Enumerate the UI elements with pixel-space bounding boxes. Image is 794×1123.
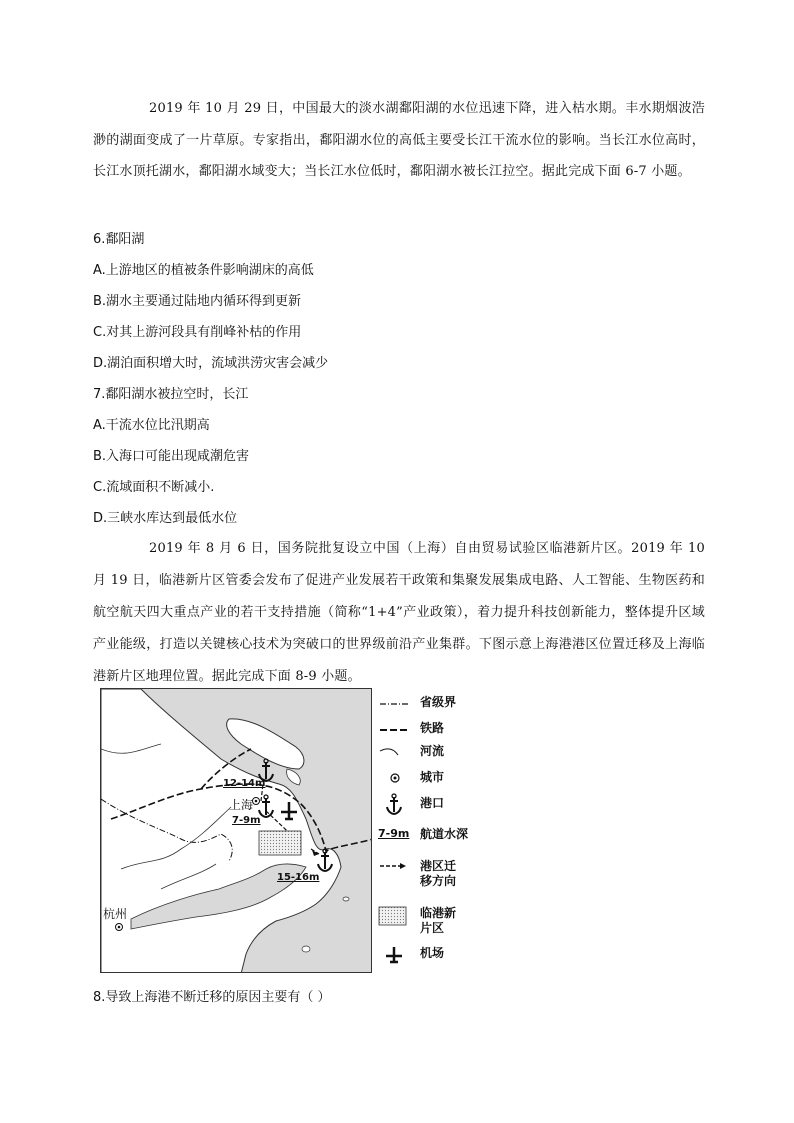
river-symbol xyxy=(378,741,408,765)
question-6-option-c: C.对其上游河段具有削峰补枯的作用 xyxy=(93,325,302,340)
question-6-option-b: B.湖水主要通过陆地内循环得到更新 xyxy=(93,294,302,309)
island xyxy=(343,897,349,901)
question-7-option-a: A.干流水位比汛期高 xyxy=(93,418,210,433)
island xyxy=(302,946,310,952)
railway-symbol xyxy=(378,718,408,742)
depth-label-south: 15-16m xyxy=(277,872,320,883)
question-6-stem: 6.鄱阳湖 xyxy=(93,232,145,247)
anchor-icon xyxy=(378,793,408,817)
lingang-zone xyxy=(259,831,301,855)
passage-lingang: 2019 年 8 月 6 日，国务院批复设立中国（上海）自由贸易试验区临港新片区。2019 年 10 月 19 日，临港新片区管委会发布了促进产业发展若干政策和集聚发展集成电路、人工智能、生物医药和航空航天四大重点产业的若干支持措施（简称“1+4”产业政策），着力提升科技创新能力，整体提升区域产业能级，打造以关键核心技术为突破口的世界级前沿产业集群。下图示意上海港港区位置迁移及上海临港新片区地理位置。据此完成下面 8-9 小题。 xyxy=(93,541,705,684)
hangzhou-label: 杭州 xyxy=(103,907,128,921)
question-6-option-a: A.上游地区的植被条件影响湖床的高低 xyxy=(93,263,314,278)
question-7-option-c: C.流域面积不断减小. xyxy=(93,480,215,495)
hangzhou-city-dot-center xyxy=(118,926,121,929)
map-drawing xyxy=(101,689,372,973)
shanghai-label: 上海 xyxy=(229,798,254,812)
depth-label-mid: 7-9m xyxy=(232,815,261,826)
question-7-option-d: D.三峡水库达到最低水位 xyxy=(93,511,238,526)
question-7-stem: 7.鄱阳湖水被拉空时，长江 xyxy=(93,387,249,402)
question-6-option-d: D.湖泊面积增大时，流域洪涝灾害会减少 xyxy=(93,356,329,371)
lingang-symbol xyxy=(378,903,408,927)
question-8-stem: 8.导致上海港不断迁移的原因主要有（ ） xyxy=(93,990,331,1005)
depth-label-north: 12-14m xyxy=(223,778,266,789)
airplane-icon xyxy=(378,943,408,967)
depth-sample: 7-9m xyxy=(378,827,410,840)
migration-arrow-symbol xyxy=(378,856,408,880)
map-legend: 省级界 铁路 河流 城市 港口 7-9m 航道水深 港区迁移方向 临港新片区 机场 xyxy=(378,688,498,973)
province-border-symbol xyxy=(378,692,408,716)
passage-poyang: 2019 年 10 月 29 日，中国最大的淡水湖鄱阳湖的水位迅速下降，进入枯水期。丰水期烟波浩渺的湖面变成了一片草原。专家指出，鄱阳湖水位的高低主要受长江干流水位的影响。当长江水位高时，长江水顶托湖水，鄱阳湖水域变大；当长江水位低时，鄱阳湖水被长江拉空。据此完成下面 6-7 小题。 xyxy=(93,101,705,179)
shanghai-port-map xyxy=(100,688,372,973)
question-7-option-b: B.入海口可能出现咸潮危害 xyxy=(93,449,250,464)
shanghai-city-dot-center xyxy=(255,800,258,803)
city-symbol xyxy=(378,767,408,791)
